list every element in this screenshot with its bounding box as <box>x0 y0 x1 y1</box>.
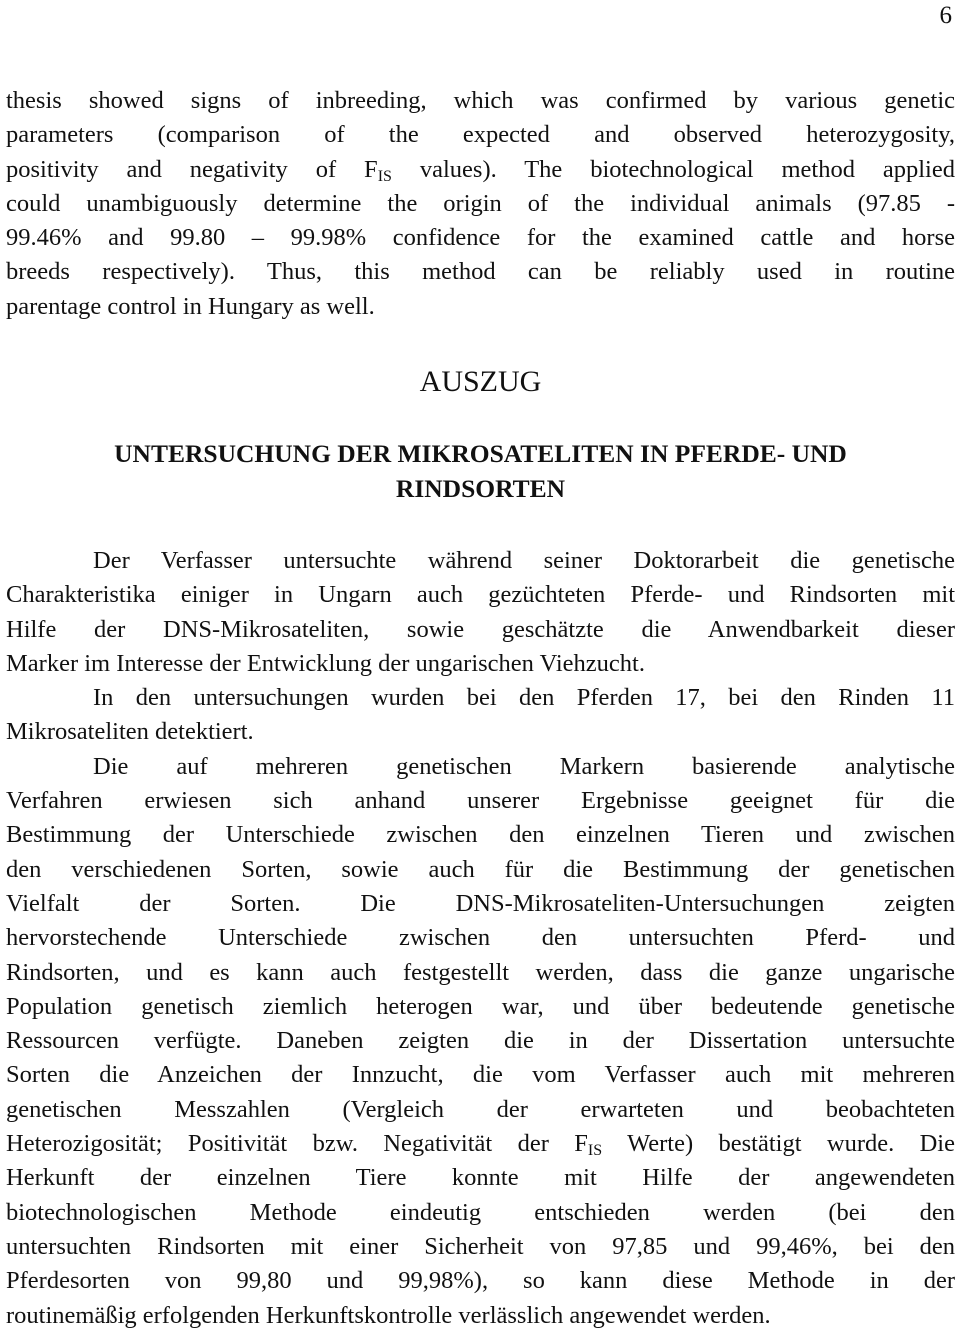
text-line <box>6 1127 955 1161</box>
text-line: breeds respectively). Thus, this method can be reliably used in routine <box>6 258 955 286</box>
section-heading-auszug: AUSZUG <box>419 365 542 398</box>
text-line: parameters (comparison of the expected and observed heterozygosity, <box>6 121 955 149</box>
text-segment: positivity and negativity of F <box>6 155 378 183</box>
text-line: Herkunft der einzelnen Tiere konnte mit Hilfe der angewendeten <box>6 1164 955 1192</box>
page-number: 6 <box>939 2 952 29</box>
text-line: Charakteristika einiger in Ungarn auch gezüchteten Pferde- und Rindsorten mit <box>6 581 955 609</box>
text-line: Ressourcen verfügte. Daneben zeigten die in der Dissertation untersuchte <box>6 1027 955 1055</box>
text-line: Bestimmung der Unterschiede zwischen den einzelnen Tieren und zwischen <box>6 821 955 849</box>
section-title <box>6 437 955 506</box>
subscript: IS <box>377 167 392 185</box>
text-line: routinemäßig erfolgenden Herkunftskontrolle verlässlich angewendet werden. <box>6 1301 771 1329</box>
text-line: biotechnologischen Methode eindeutig entschieden werden (bei den <box>6 1198 955 1226</box>
text-line: Verfahren erwiesen sich anhand unserer Ergebnisse geeignet für die <box>6 787 955 815</box>
text-line: Sorten die Anzeichen der Innzucht, die vom Verfasser auch mit mehreren <box>6 1061 955 1089</box>
text-line: Die auf mehreren genetischen Markern basierende analytische <box>93 752 955 780</box>
text-line: Der Verfasser untersuchte während seiner Doktorarbeit die genetische <box>93 547 955 574</box>
text-segment: Heterozigosität; Positivität bzw. Negativität der F <box>6 1130 588 1158</box>
text-line: Pferdesorten von 99,80 und 99,98%), so kann diese Methode in der <box>6 1267 955 1295</box>
text-line: 99.46% and 99.80 – 99.98% confidence for the examined cattle and horse <box>6 224 955 252</box>
text-line: genetischen Messzahlen (Vergleich der erwarteten und beobachteten <box>6 1095 955 1123</box>
subscript: IS <box>587 1142 603 1160</box>
text-line: could unambiguously determine the origin of the individual animals (97.85 - <box>6 189 955 217</box>
german-abstract-body <box>6 544 955 1333</box>
text-line: thesis showed signs of inbreeding, which was confirmed by various genetic <box>6 87 955 114</box>
text-line <box>6 153 955 187</box>
text-line: Marker im Interesse der Entwicklung der ungarischen Viehzucht. <box>6 649 645 677</box>
english-summary-paragraph <box>6 84 955 324</box>
section-title-line-1: UNTERSUCHUNG DER MIKROSATELITEN IN PFERDE- UND <box>114 439 847 468</box>
text-line: Hilfe der DNS-Mikrosateliten, sowie geschätzte die Anwendbarkeit dieser <box>6 615 955 643</box>
text-segment: Werte) bestätigt wurde. Die <box>602 1130 955 1158</box>
section-title-line-2: RINDSORTEN <box>395 473 566 503</box>
text-line: den verschiedenen Sorten, sowie auch für die Bestimmung der genetischen <box>6 855 955 883</box>
text-line: hervorstechende Unterschiede zwischen den untersuchten Pferd- und <box>6 924 955 952</box>
text-line: Vielfalt der Sorten. Die DNS-Mikrosateliten-Untersuchungen zeigten <box>6 889 955 917</box>
text-line: Mikrosateliten detektiert. <box>6 718 254 746</box>
text-line: In den untersuchungen wurden bei den Pferden 17, bei den Rinden 11 <box>93 684 955 712</box>
text-line: untersuchten Rindsorten mit einer Sicherheit von 97,85 und 99,46%, bei den <box>6 1232 955 1260</box>
text-line: parentage control in Hungary as well. <box>6 292 375 320</box>
text-segment: values). The biotechnological method applied <box>391 155 955 183</box>
text-line: Population genetisch ziemlich heterogen war, und über bedeutende genetische <box>6 992 955 1020</box>
text-line: Rindsorten, und es kann auch festgestellt werden, dass die ganze ungarische <box>6 958 955 986</box>
